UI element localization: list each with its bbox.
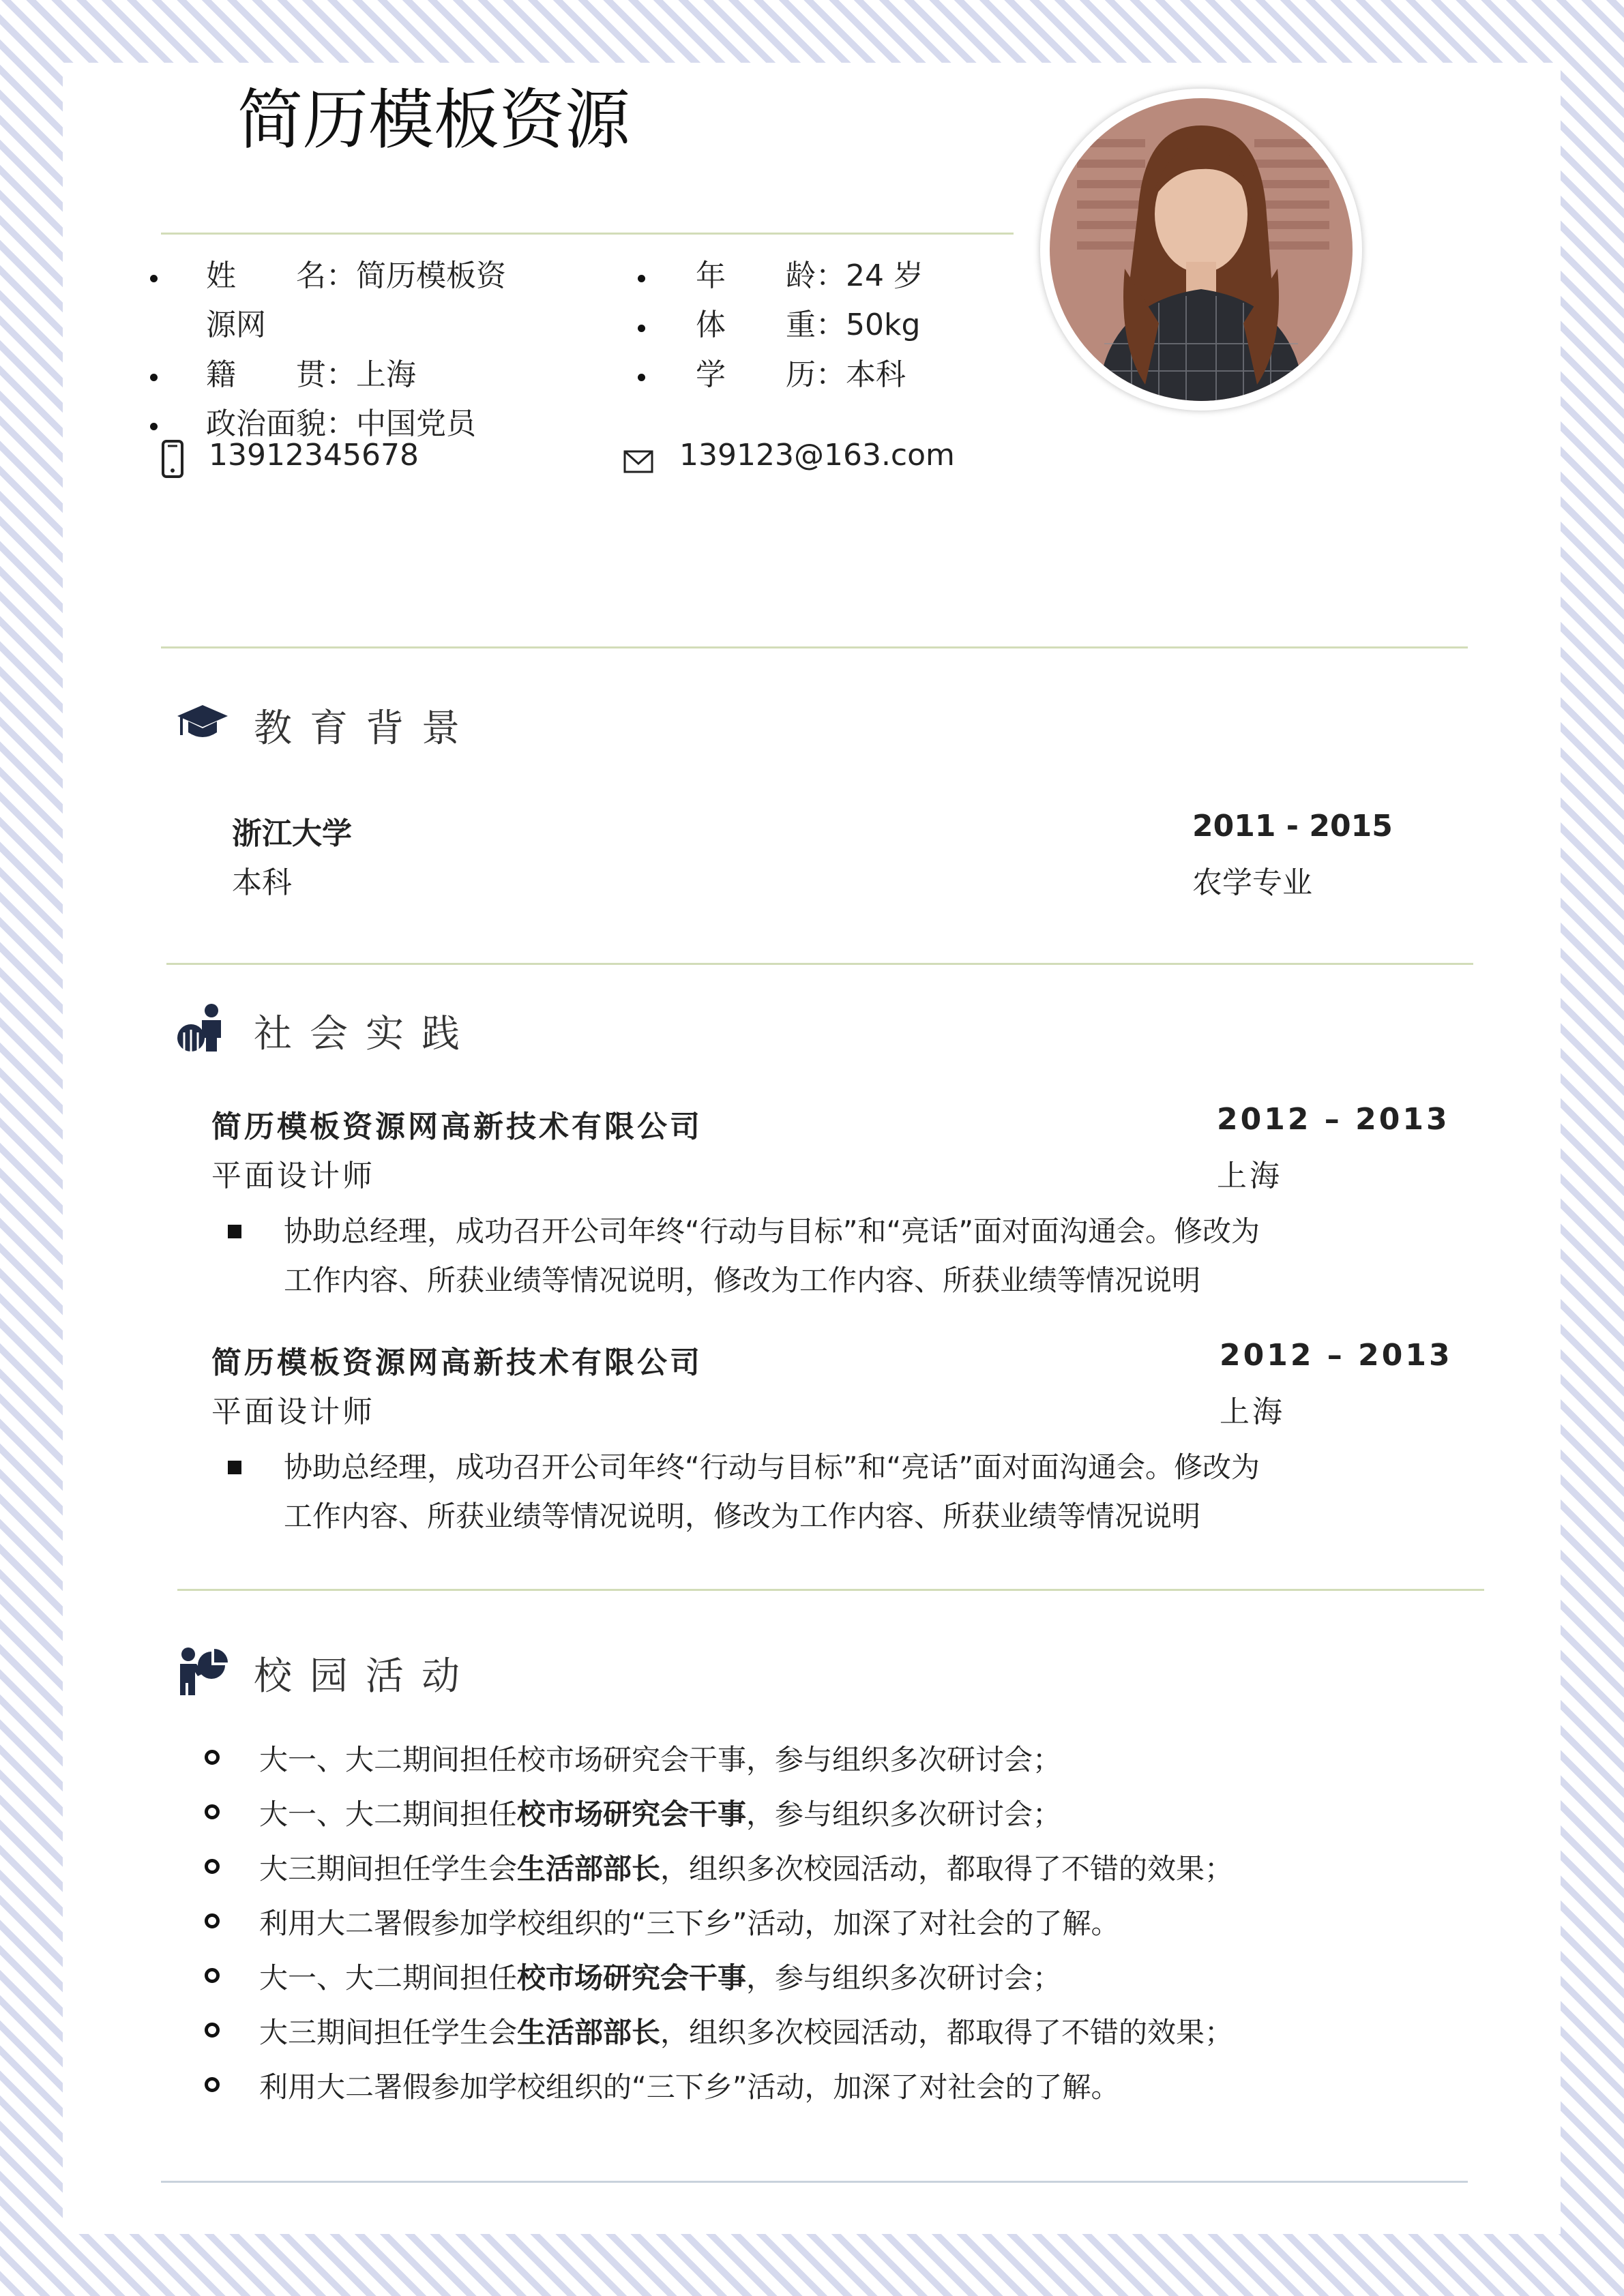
job-role: 平面设计师: [211, 1159, 375, 1193]
section-title-education: 教育背景: [254, 706, 477, 751]
section-title-practice: 社会实践: [254, 1012, 477, 1056]
profile-photo-frame: [1040, 89, 1362, 411]
bullet: [150, 374, 158, 381]
practice-desc-line: 协助总经理，成功召开公司年终“行动与目标”和“亮话”面对面沟通会。修改为: [284, 1450, 1260, 1484]
phone-icon: [161, 439, 184, 479]
bullet: [150, 423, 158, 430]
company-name: 简历模板资源网高新技术有限公司: [211, 1345, 703, 1380]
divider: [166, 963, 1473, 965]
list-item: 大一、大二期间担任校市场研究会干事，参与组织多次研讨会；: [259, 1798, 1062, 1831]
bullet-ring: [205, 1913, 220, 1928]
bullet-ring: [205, 2077, 220, 2092]
school-name: 浙江大学: [232, 816, 352, 851]
profile-photo: [1050, 98, 1353, 401]
bullet: [150, 275, 158, 282]
bottom-divider: [161, 2181, 1468, 2183]
graduation-cap-icon: [176, 702, 229, 743]
list-item: 大一、大二期间担任校市场研究会干事，参与组织多次研讨会；: [259, 1743, 1062, 1776]
list-item: 利用大二署假参加学校组织的“三下乡”活动，加深了对社会的了解。: [259, 2070, 1120, 2104]
practice-desc-line: 协助总经理，成功召开公司年终“行动与目标”和“亮话”面对面沟通会。修改为: [284, 1214, 1260, 1248]
list-item: 大三期间担任学生会生活部部长，组织多次校园活动，都取得了不错的效果；: [259, 2016, 1234, 2049]
list-item: 大一、大二期间担任校市场研究会干事，参与组织多次研讨会；: [259, 1961, 1062, 1995]
header-divider: [161, 233, 1014, 235]
bullet-ring: [205, 1968, 220, 1983]
bullet-ring: [205, 1804, 220, 1819]
info-weight: 体 重：50kg: [696, 308, 921, 342]
bullet: [638, 275, 645, 282]
info-age: 年 龄：24 岁: [696, 258, 924, 293]
practice-desc-line: 工作内容、所获业绩等情况说明，修改为工作内容、所获业绩等情况说明: [284, 1264, 1201, 1297]
info-education: 学 历：本科: [696, 357, 906, 392]
email-address: 139123@163.com: [679, 438, 955, 473]
bullet-square: [228, 1461, 241, 1474]
practice-place: 上海: [1220, 1395, 1285, 1429]
degree: 本科: [232, 865, 292, 900]
job-role: 平面设计师: [211, 1395, 375, 1429]
practice-years: 2012 – 2013: [1220, 1338, 1453, 1373]
education-years: 2011 - 2015: [1192, 809, 1393, 844]
info-name: 姓 名：简历模板资: [206, 258, 506, 293]
info-name-cont: 源网: [206, 308, 266, 342]
divider: [177, 1589, 1484, 1591]
email-icon: [623, 450, 653, 473]
bullet-ring: [205, 2023, 220, 2038]
major: 农学专业: [1192, 865, 1312, 900]
bullet: [638, 374, 645, 381]
bullet-ring: [205, 1750, 220, 1765]
list-item: 利用大二署假参加学校组织的“三下乡”活动，加深了对社会的了解。: [259, 1907, 1120, 1940]
practice-desc-line: 工作内容、所获业绩等情况说明，修改为工作内容、所获业绩等情况说明: [284, 1500, 1201, 1533]
info-political: 政治面貌：中国党员: [206, 406, 476, 441]
bullet-square: [228, 1225, 241, 1238]
list-item: 大三期间担任学生会生活部部长，组织多次校园活动，都取得了不错的效果；: [259, 1852, 1234, 1885]
section-title-campus: 校园活动: [254, 1654, 477, 1699]
info-hometown: 籍 贯：上海: [206, 357, 416, 392]
business-people-icon: [176, 1002, 228, 1052]
divider: [161, 646, 1468, 648]
bullet: [638, 325, 645, 332]
resume-name-title: 简历模板资源: [237, 82, 630, 158]
presenter-chart-icon: [176, 1646, 228, 1695]
company-name: 简历模板资源网高新技术有限公司: [211, 1109, 703, 1144]
portrait-illustration: [1050, 98, 1353, 401]
phone-number: 13912345678: [209, 438, 419, 473]
practice-place: 上海: [1217, 1159, 1282, 1193]
bullet-ring: [205, 1859, 220, 1874]
practice-years: 2012 – 2013: [1217, 1102, 1450, 1137]
